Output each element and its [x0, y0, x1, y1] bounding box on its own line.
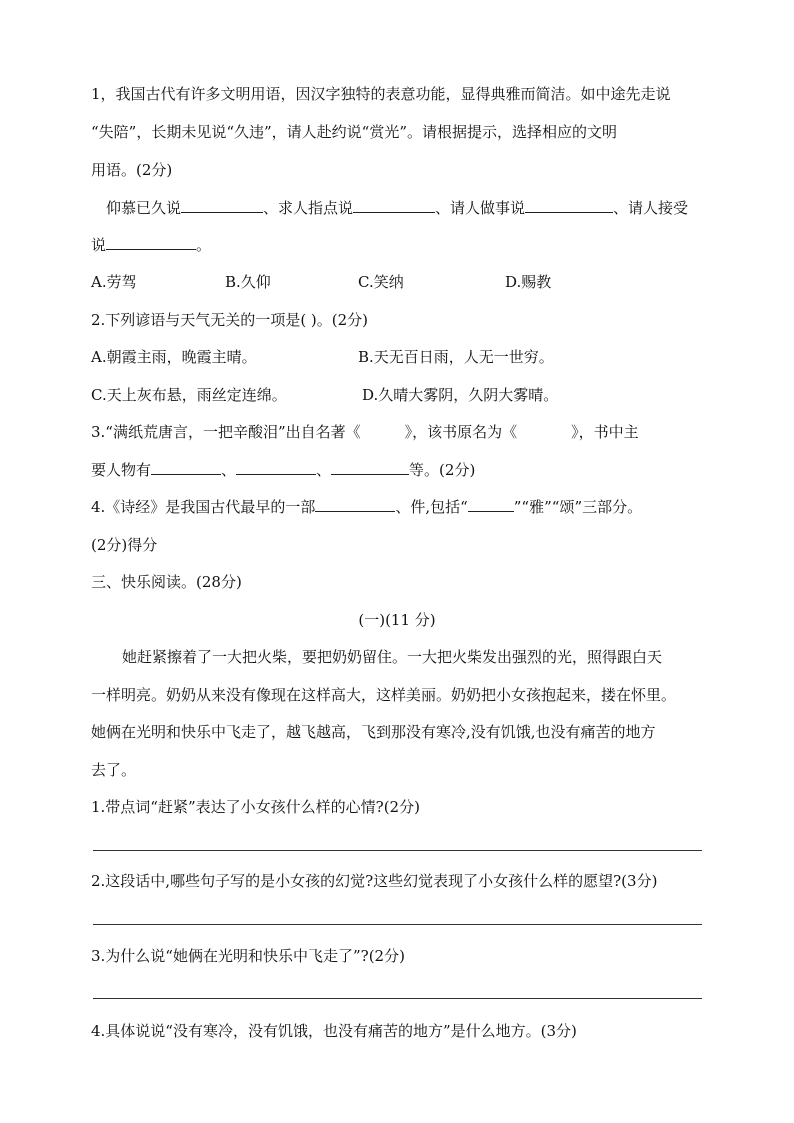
q1-fill-a-label: 仰慕已久说	[106, 199, 182, 217]
q1-blank-1[interactable]	[181, 198, 263, 213]
passage-line-3: 她俩在光明和快乐中飞走了，越飞越高，飞到那没有寒冷,没有饥饿,也没有痛苦的地方	[91, 723, 656, 741]
q2-option-c: C.天上灰布悬，雨丝定连绵。	[91, 386, 287, 404]
q1-option-a: A.劳驾	[91, 273, 137, 291]
q1-blank-2[interactable]	[353, 198, 435, 213]
q4-part-2: 、件,包括“	[395, 498, 468, 516]
q4-part-1: 4.《诗经》是我国古代最早的一部	[91, 498, 316, 516]
q1-fill-b-label: 、求人指点说	[263, 199, 354, 217]
reading-question-1: 1.带点词“赶紧”表达了小女孩什么样的心情?(2分)	[91, 798, 420, 816]
q1-blank-3[interactable]	[525, 198, 613, 213]
answer-line-2[interactable]	[93, 924, 702, 925]
q3-part-5: 等。(2分)	[409, 461, 476, 479]
q2-option-b: B.天无百日雨，人无一世穷。	[358, 348, 554, 366]
q4-line-1	[91, 497, 642, 517]
q3-part-2: 》，该书原名为《	[404, 423, 518, 441]
q3-line-2	[91, 460, 475, 480]
q4-blank-1[interactable]	[315, 497, 395, 512]
q4-part-3: ”“雅”“颂”三部分。	[513, 498, 643, 516]
reading-question-2: 2.这段话中,哪些句子写的是小女孩的幻觉?这些幻觉表现了小女孩什么样的愿望?(3分)	[91, 872, 658, 890]
q3-line-1	[91, 422, 639, 442]
q1-line-3: 用语。(2分)	[91, 161, 173, 179]
q3-part-4: 要人物有	[91, 461, 152, 479]
section-3-subheading: (一)(11 分)	[358, 611, 436, 629]
q3-part-1: 3.“满纸荒唐言，一把辛酸泪”出自名著《	[91, 423, 361, 441]
q1-fill-end: 。	[196, 236, 212, 254]
reading-question-4: 4.具体说说“没有寒冷，没有饥饿，也没有痛苦的地方”是什么地方。(3分)	[91, 1022, 577, 1040]
q1-fill-d-label: 、请人接受	[613, 199, 689, 217]
q2-option-a: A.朝霞主雨，晚霞主晴。	[91, 348, 257, 366]
q2-option-d: D.久晴大雾阴，久阴大雾晴。	[362, 386, 559, 404]
q1-option-d: D.赐教	[505, 273, 552, 291]
q3-blank-3[interactable]	[331, 460, 409, 475]
reading-question-3: 3.为什么说“她俩在光明和快乐中飞走了”?(2分)	[91, 947, 405, 965]
q3-part-3: 》，书中主	[571, 423, 639, 441]
q1-blank-4[interactable]	[106, 235, 196, 250]
q1-line-1: 1，我国古代有许多文明用语，因汉字独特的表意功能，显得典雅而简洁。如中途先走说	[91, 85, 671, 103]
q1-option-b: B.久仰	[225, 273, 271, 291]
answer-line-3[interactable]	[93, 998, 702, 999]
q3-blank-2[interactable]	[236, 460, 316, 475]
q1-line-2: “失陪”，长期未见说“久违”，请人赴约说“赏光”。请根据提示，选择相应的文明	[91, 123, 618, 141]
passage-line-4: 去了。	[91, 761, 137, 779]
q3-blank-1[interactable]	[151, 460, 221, 475]
answer-line-1[interactable]	[93, 850, 702, 851]
q3-sep-1: 、	[221, 461, 237, 479]
q1-fill-line-2	[91, 235, 211, 255]
section-3-heading: 三、快乐阅读。(28分)	[91, 573, 242, 591]
q1-option-c: C.笑纳	[358, 273, 404, 291]
passage-line-2: 一样明亮。奶奶从来没有像现在这样高大，这样美丽。奶奶把小女孩抱起来，搂在怀里。	[91, 686, 677, 704]
q1-fill-line-1	[106, 198, 688, 218]
passage-line-1: 她赶紧擦着了一大把火柴，要把奶奶留住。一大把火柴发出强烈的光，照得跟白天	[122, 648, 663, 666]
q1-fill-e-label: 说	[91, 236, 107, 254]
q4-line-2: (2分)得分	[91, 536, 158, 554]
q1-fill-c-label: 、请人做事说	[435, 199, 526, 217]
q3-sep-2: 、	[316, 461, 332, 479]
q2-stem: 2.下列谚语与天气无关的一项是( )。(2分)	[91, 311, 369, 329]
q4-blank-2[interactable]	[468, 497, 514, 512]
